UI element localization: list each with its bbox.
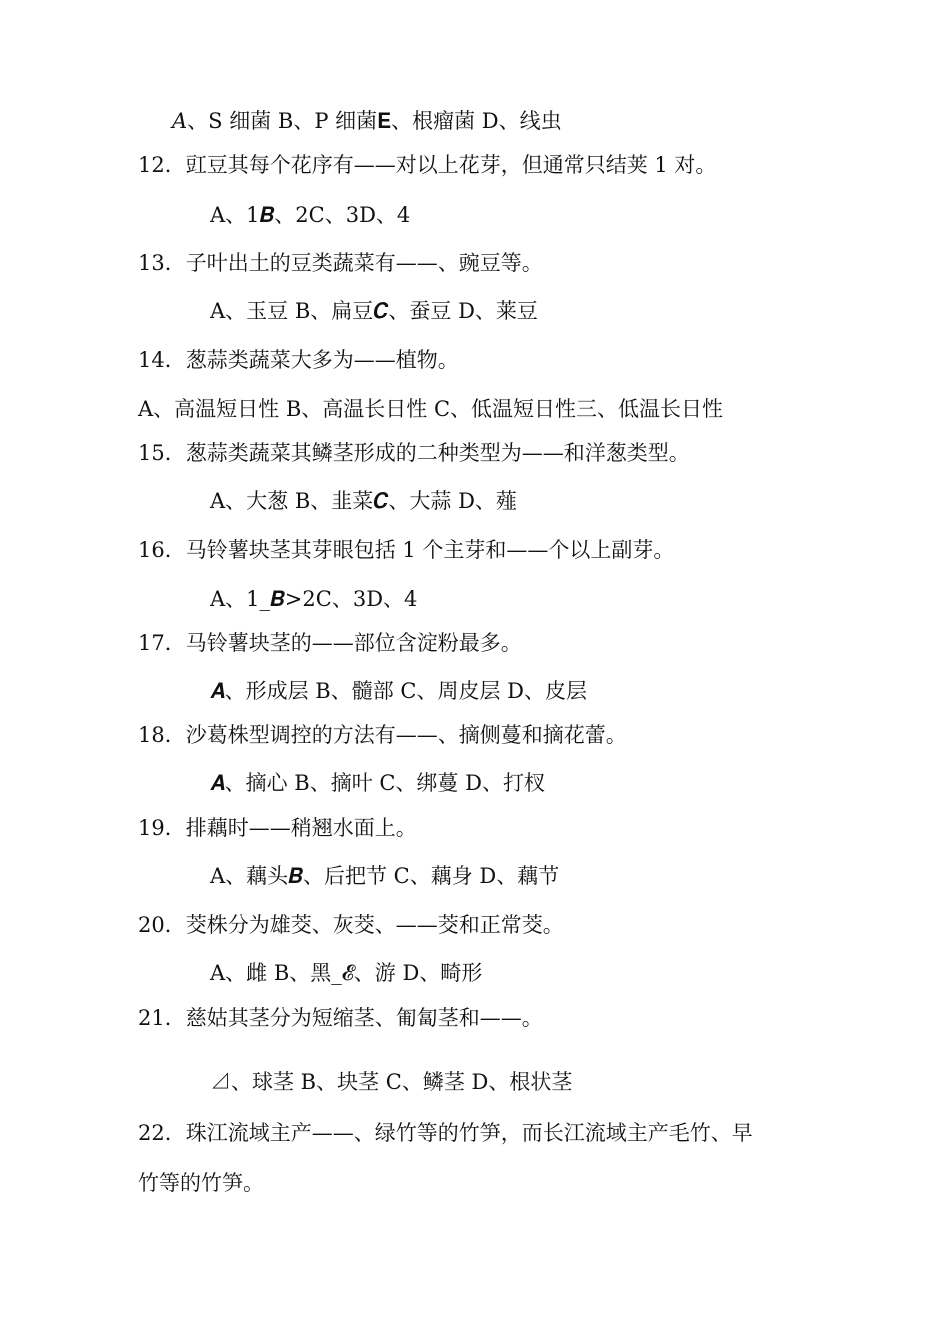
q14-options: A、高温短日性 B、高温长日性 C、低温短日性三、低温长日性 — [138, 397, 724, 421]
q19-text: 19．排藕时——稍翘水面上。 — [138, 816, 417, 840]
q21-text: 21．慈姑其茎分为短缩茎、匍匐茎和——。 — [138, 1006, 543, 1030]
q19-options: A、藕头𝑩、后把节 C、藕身 D、藕节 — [210, 864, 560, 888]
q15-text: 15．葱蒜类蔬菜其鳞茎形成的二种类型为——和洋葱类型。 — [138, 441, 690, 465]
q12-text: 12．豇豆其每个花序有——对以上花芽，但通常只结荚 1 对。 — [138, 153, 717, 177]
q11-options: 𝐴、S 细菌 B、P 细菌𝐄、根瘤菌 D、线虫 — [172, 109, 562, 133]
q17-options: 𝑨、形成层 B、髓部 C、周皮层 D、皮层 — [210, 679, 587, 703]
q18-options: 𝑨、摘心 B、摘叶 C、绑蔓 D、打杈 — [210, 771, 545, 795]
q14-text: 14．葱蒜类蔬菜大多为——植物。 — [138, 348, 459, 372]
q22-text-line1: 22．珠江流域主产——、绿竹等的竹笋，而长江流域主产毛竹、早 — [138, 1121, 753, 1145]
q18-text: 18．沙葛株型调控的方法有——、摘侧蔓和摘花蕾。 — [138, 723, 627, 747]
q16-text: 16．马铃薯块茎其芽眼包括 1 个主芽和——个以上副芽。 — [138, 538, 675, 562]
q20-text: 20．茭株分为雄茭、灰茭、——茭和正常茭。 — [138, 913, 564, 937]
q15-options: A、大葱 B、韭菜𝑪、大蒜 D、薤 — [210, 489, 517, 513]
q20-options: A、雌 B、黑_𝓔、游 D、畸形 — [210, 961, 483, 985]
q12-options: A、1𝑩、2C、3D、4 — [210, 203, 411, 227]
q16-options: A、1_𝑩>2C、3D、4 — [210, 587, 418, 611]
q21-options: ⊿、球茎 B、块茎 C、鳞茎 D、根状茎 — [210, 1070, 573, 1094]
q13-text: 13．子叶出土的豆类蔬菜有——、豌豆等。 — [138, 251, 543, 275]
q13-options: A、玉豆 B、扁豆𝑪、蚕豆 D、莱豆 — [210, 299, 538, 323]
q22-text-line2: 竹等的竹笋。 — [138, 1171, 264, 1195]
q17-text: 17．马铃薯块茎的——部位含淀粉最多。 — [138, 631, 522, 655]
